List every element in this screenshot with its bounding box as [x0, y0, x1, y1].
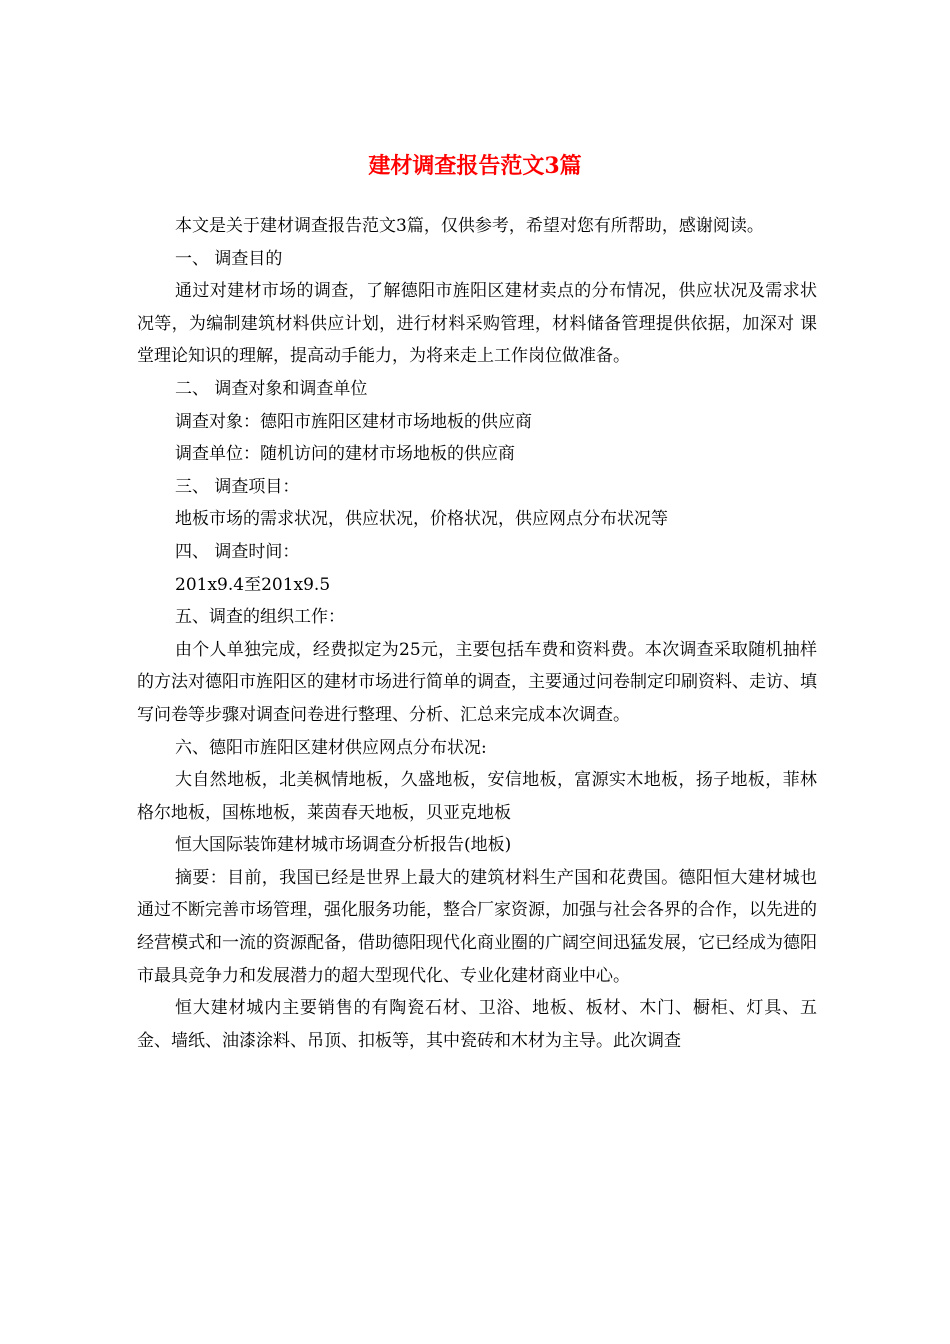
heading-section-5: 五、调查的组织工作：: [175, 607, 345, 628]
paragraph-brands: 大自然地板，北美枫情地板，久盛地板，安信地板，富源实木地板，扬子地板，菲林格尔地板，国栋地板，莱茵春天地板，贝亚克地板: [137, 770, 817, 823]
paragraph-survey-object: 调查对象：德阳市旌阳区建材市场地板的供应商: [175, 411, 532, 432]
paragraph-survey-unit: 调查单位：随机访问的建材市场地板的供应商: [175, 444, 515, 465]
heading-section-6: 六、德阳市旌阳区建材供应网点分布状况:: [175, 737, 487, 758]
heading-report: 恒大国际装饰建材城市场调查分析报告(地板): [175, 835, 512, 856]
heading-section-1: 一、 调查目的: [175, 248, 283, 269]
paragraph-survey-items: 地板市场的需求状况，供应状况，价格状况，供应网点分布状况等: [175, 509, 668, 530]
paragraph-organization: 由个人单独完成，经费拟定为25元，主要包括车费和资料费。本次调查采取随机抽样的方法对德阳市旌阳区的建材市场进行简单的调查，主要通过问卷制定印刷资料、走访、填写问卷等步骤对调查问卷进行整理、分析、汇总来完成本次调查。: [137, 639, 817, 725]
paragraph-survey-time: 201x9.4至201x9.5: [175, 574, 331, 595]
document-body: [137, 210, 817, 1057]
heading-section-4: 四、 调查时间：: [175, 541, 300, 562]
paragraph-abstract: 摘要：目前，我国已经是世界上最大的建筑材料生产国和花费国。德阳恒大建材城也通过不断完善市场管理，强化服务功能，整合厂家资源，加强与社会各界的合作，以先进的经营模式和一流的资源配备，借助德阳现代化商业圈的广阔空间迅猛发展，它已经成为德阳市最具竞争力和发展潜力的超大型现代化、专业化建材商业中心。: [137, 867, 817, 986]
paragraph-intro: 本文是关于建材调查报告范文3篇，仅供参考，希望对您有所帮助，感谢阅读。: [175, 216, 764, 236]
document-title: 建材调查报告范文3篇: [368, 153, 582, 179]
heading-section-3: 三、 调查项目：: [175, 476, 300, 497]
heading-section-2: 二、 调查对象和调查单位: [175, 378, 368, 399]
paragraph-products: 恒大建材城内主要销售的有陶瓷石材、卫浴、地板、板材、木门、橱柜、灯具、五金、墙纸、油漆涂料、吊顶、扣板等，其中瓷砖和木材为主导。此次调查: [137, 998, 817, 1051]
paragraph-purpose: 通过对建材市场的调查，了解德阳市旌阳区建材卖点的分布情况，供应状况及需求状况等，为编制建筑材料供应计划，进行材料采购管理，材料储备管理提供依据，加深对 课堂理论知识的理解，提高动手能力，为将来走上工作岗位做准备。: [137, 281, 817, 367]
